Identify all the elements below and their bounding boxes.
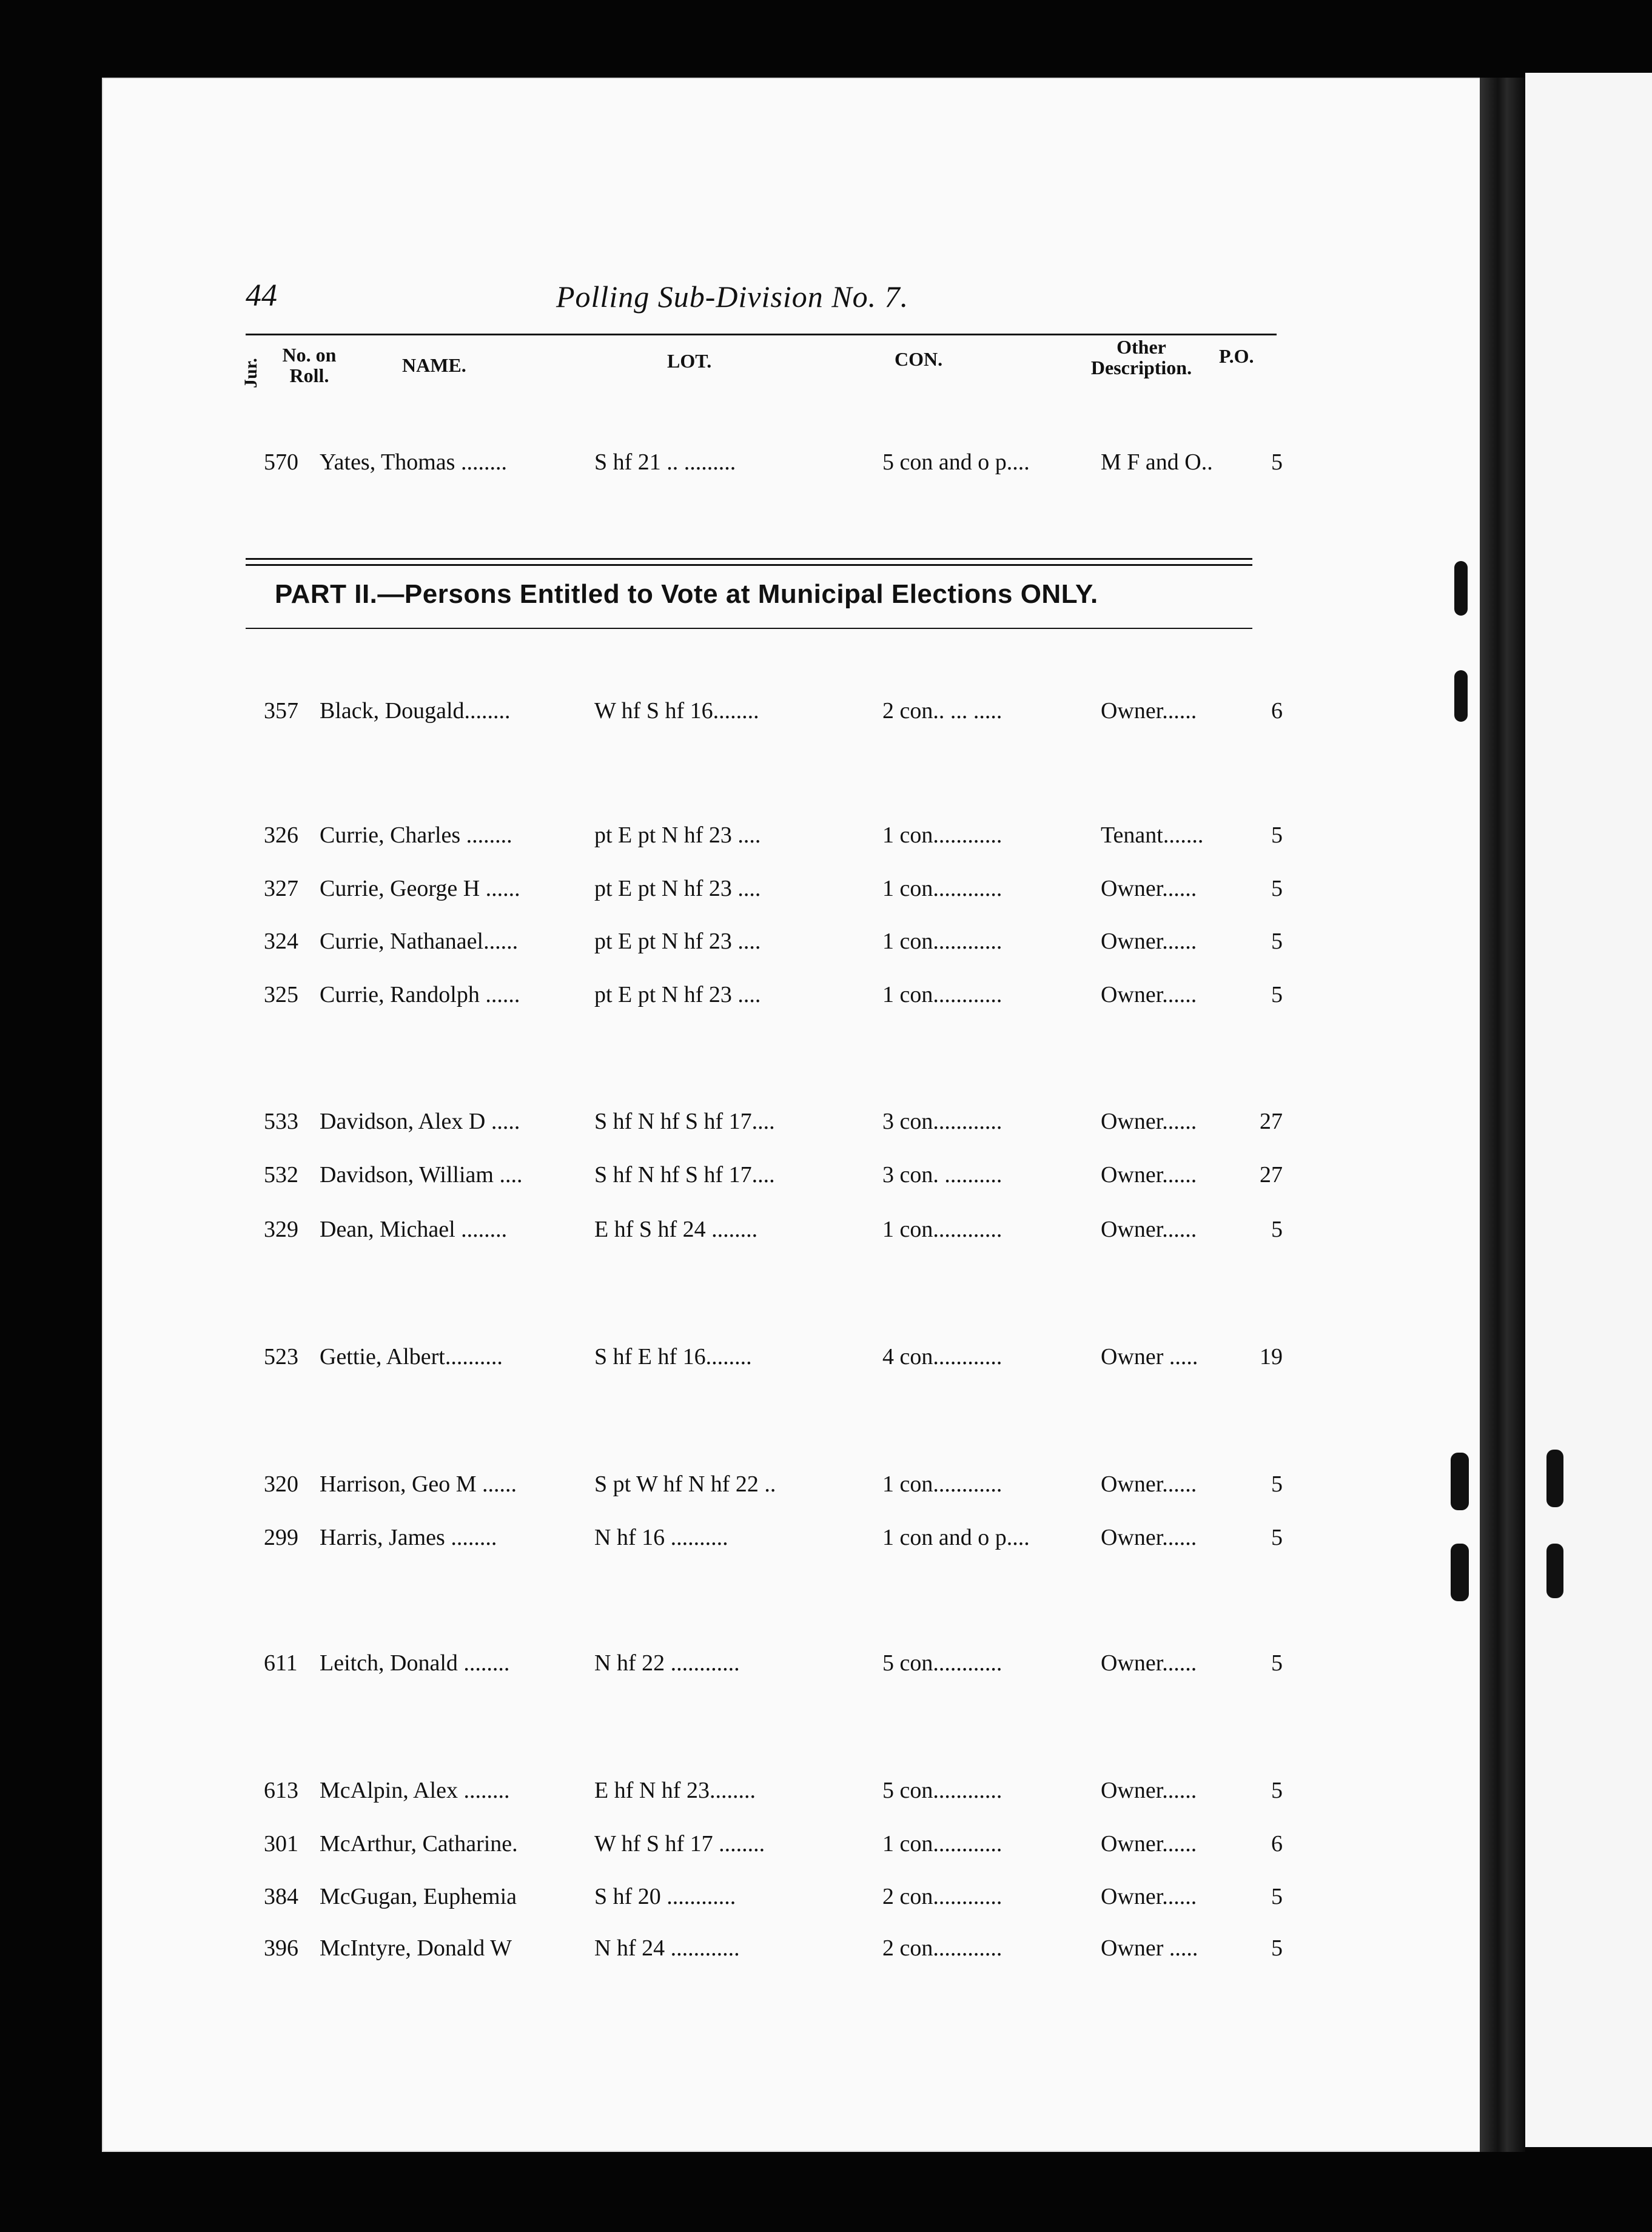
po-cell: 6 [1271,1831,1283,1857]
con-cell: 4 con............ [882,1344,1002,1370]
part2-rule [246,628,1252,629]
con-cell: 2 con.. ... ..... [882,698,1002,724]
column-name: NAME. [402,354,466,376]
po-cell: 19 [1260,1344,1283,1370]
po-cell: 27 [1260,1109,1283,1134]
voter-name: Currie, Nathanael...... [320,929,519,954]
adjacent-page [1525,73,1652,2147]
voter-row [264,1108,1283,1138]
po-cell: 5 [1271,1884,1283,1909]
description-cell: Tenant....... [1101,822,1204,848]
description-cell: Owner...... [1101,1217,1197,1242]
page-number: 44 [246,278,277,313]
voter-name: Leitch, Donald ........ [320,1650,510,1676]
binding-clip-mark [1454,561,1468,616]
description-cell: Owner...... [1101,698,1197,724]
po-cell: 5 [1271,982,1283,1007]
po-cell: 5 [1271,449,1283,475]
con-cell: 5 con and o p.... [882,449,1030,475]
roll-number: 396 [264,1935,298,1961]
voter-name: McAlpin, Alex ........ [320,1778,510,1803]
voter-row [264,1777,1283,1807]
po-cell: 5 [1271,929,1283,954]
con-cell: 1 con............ [882,1217,1002,1242]
voter-name: Dean, Michael ........ [320,1217,508,1242]
lot-cell: S hf 20 ............ [594,1884,736,1909]
po-cell: 6 [1271,698,1283,724]
lot-cell: S hf N hf S hf 17.... [594,1109,775,1134]
lot-cell: S hf N hf S hf 17.... [594,1162,775,1188]
lot-cell: S pt W hf N hf 22 .. [594,1471,776,1497]
page-title: Polling Sub-Division No. 7. [556,280,909,314]
voter-name: Davidson, William .... [320,1162,523,1188]
con-cell: 1 con............ [882,982,1002,1007]
voter-name: Currie, Charles ........ [320,822,512,848]
voter-row [264,928,1283,958]
lot-cell: W hf S hf 16........ [594,698,759,724]
voter-name: Currie, Randolph ...... [320,982,520,1007]
description-cell: Owner...... [1101,1525,1197,1550]
con-cell: 5 con............ [882,1778,1002,1803]
po-cell: 5 [1271,1525,1283,1550]
voter-name: Yates, Thomas ........ [320,449,507,475]
voter-row [264,875,1283,906]
roll-number: 299 [264,1525,298,1550]
voter-row [264,822,1283,852]
voter-row [264,1883,1283,1914]
header-rule [246,334,1277,335]
lot-cell: S hf E hf 16........ [594,1344,752,1370]
voter-name: Harris, James ........ [320,1525,497,1550]
con-cell: 1 con............ [882,929,1002,954]
voter-name: Davidson, Alex D ..... [320,1109,520,1134]
po-cell: 5 [1271,1471,1283,1497]
description-cell: Owner...... [1101,1109,1197,1134]
roll-number: 533 [264,1109,298,1134]
description-cell: Owner...... [1101,1778,1197,1803]
voter-row [264,698,1283,728]
roll-number: 357 [264,698,298,724]
voter-row [264,449,1283,479]
lot-cell: pt E pt N hf 23 .... [594,822,761,848]
description-cell: Owner...... [1101,929,1197,954]
roll-number: 326 [264,822,298,848]
voter-row [264,1935,1283,1965]
con-cell: 1 con............ [882,1471,1002,1497]
roll-number: 523 [264,1344,298,1370]
voter-row [264,1216,1283,1246]
po-cell: 5 [1271,876,1283,901]
con-cell: 1 con............ [882,822,1002,848]
page-header [246,267,1277,315]
voter-name: McGugan, Euphemia [320,1884,517,1909]
lot-cell: N hf 16 .......... [594,1525,728,1550]
roll-number: 532 [264,1162,298,1188]
voter-row [264,981,1283,1012]
lot-cell: pt E pt N hf 23 .... [594,982,761,1007]
book-binding [1480,78,1525,2152]
voter-name: McArthur, Catharine. [320,1831,518,1857]
voter-row [264,1471,1283,1501]
roll-number: 301 [264,1831,298,1857]
voter-name: Harrison, Geo M ...... [320,1471,517,1497]
lot-cell: pt E pt N hf 23 .... [594,876,761,901]
roll-number: 329 [264,1217,298,1242]
roll-number: 327 [264,876,298,901]
description-cell: M F and O.. [1101,449,1213,475]
binding-clip-mark [1454,670,1468,722]
roll-number: 570 [264,449,298,475]
binding-clip-mark [1546,1450,1563,1507]
part2-title: PART II.—Persons Entitled to Vote at Municipal Elections ONLY. [275,579,1098,609]
voter-row [264,1830,1283,1861]
roll-number: 611 [264,1650,298,1676]
double-rule-top [246,558,1252,560]
description-cell: Owner ..... [1101,1344,1198,1370]
roll-number: 613 [264,1778,298,1803]
roll-number: 324 [264,929,298,954]
con-cell: 1 con............ [882,1831,1002,1857]
roll-number: 384 [264,1884,298,1909]
lot-cell: W hf S hf 17 ........ [594,1831,765,1857]
column-po: P.O. [1219,345,1254,367]
po-cell: 5 [1271,1778,1283,1803]
voter-row [264,1650,1283,1680]
description-cell: Owner...... [1101,982,1197,1007]
con-cell: 1 con............ [882,876,1002,901]
description-cell: Owner...... [1101,876,1197,901]
description-cell: Owner...... [1101,1831,1197,1857]
lot-cell: S hf 21 .. ......... [594,449,736,475]
po-cell: 5 [1271,822,1283,848]
column-lot: LOT. [667,350,712,372]
con-cell: 1 con and o p.... [882,1525,1030,1550]
lot-cell: pt E pt N hf 23 .... [594,929,761,954]
description-cell: Owner...... [1101,1884,1197,1909]
description-cell: Owner...... [1101,1650,1197,1676]
column-con: CON. [895,348,943,370]
con-cell: 3 con............ [882,1109,1002,1134]
binding-clip-mark [1451,1453,1469,1510]
con-cell: 5 con............ [882,1650,1002,1676]
con-cell: 2 con............ [882,1935,1002,1961]
column-jur: Jur. [241,358,261,388]
column-other-description: Other Description. [1090,336,1192,378]
column-no-on-roll: No. on Roll. [282,344,337,386]
po-cell: 27 [1260,1162,1283,1188]
voter-name: Currie, George H ...... [320,876,520,901]
description-cell: Owner...... [1101,1162,1197,1188]
voter-name: Black, Dougald........ [320,698,511,724]
con-cell: 2 con............ [882,1884,1002,1909]
double-rule-bottom [246,564,1252,566]
voter-row [264,1161,1283,1192]
lot-cell: E hf S hf 24 ........ [594,1217,758,1242]
binding-clip-mark [1451,1544,1469,1601]
lot-cell: N hf 24 ............ [594,1935,740,1961]
binding-clip-mark [1546,1544,1563,1598]
roll-number: 320 [264,1471,298,1497]
voter-name: McIntyre, Donald W [320,1935,512,1961]
po-cell: 5 [1271,1217,1283,1242]
po-cell: 5 [1271,1650,1283,1676]
voter-row [264,1524,1283,1555]
con-cell: 3 con. .......... [882,1162,1002,1188]
voter-row [264,1343,1283,1374]
po-cell: 5 [1271,1935,1283,1961]
lot-cell: N hf 22 ............ [594,1650,740,1676]
description-cell: Owner...... [1101,1471,1197,1497]
voter-name: Gettie, Albert.......... [320,1344,503,1370]
description-cell: Owner ..... [1101,1935,1198,1961]
lot-cell: E hf N hf 23........ [594,1778,756,1803]
roll-number: 325 [264,982,298,1007]
